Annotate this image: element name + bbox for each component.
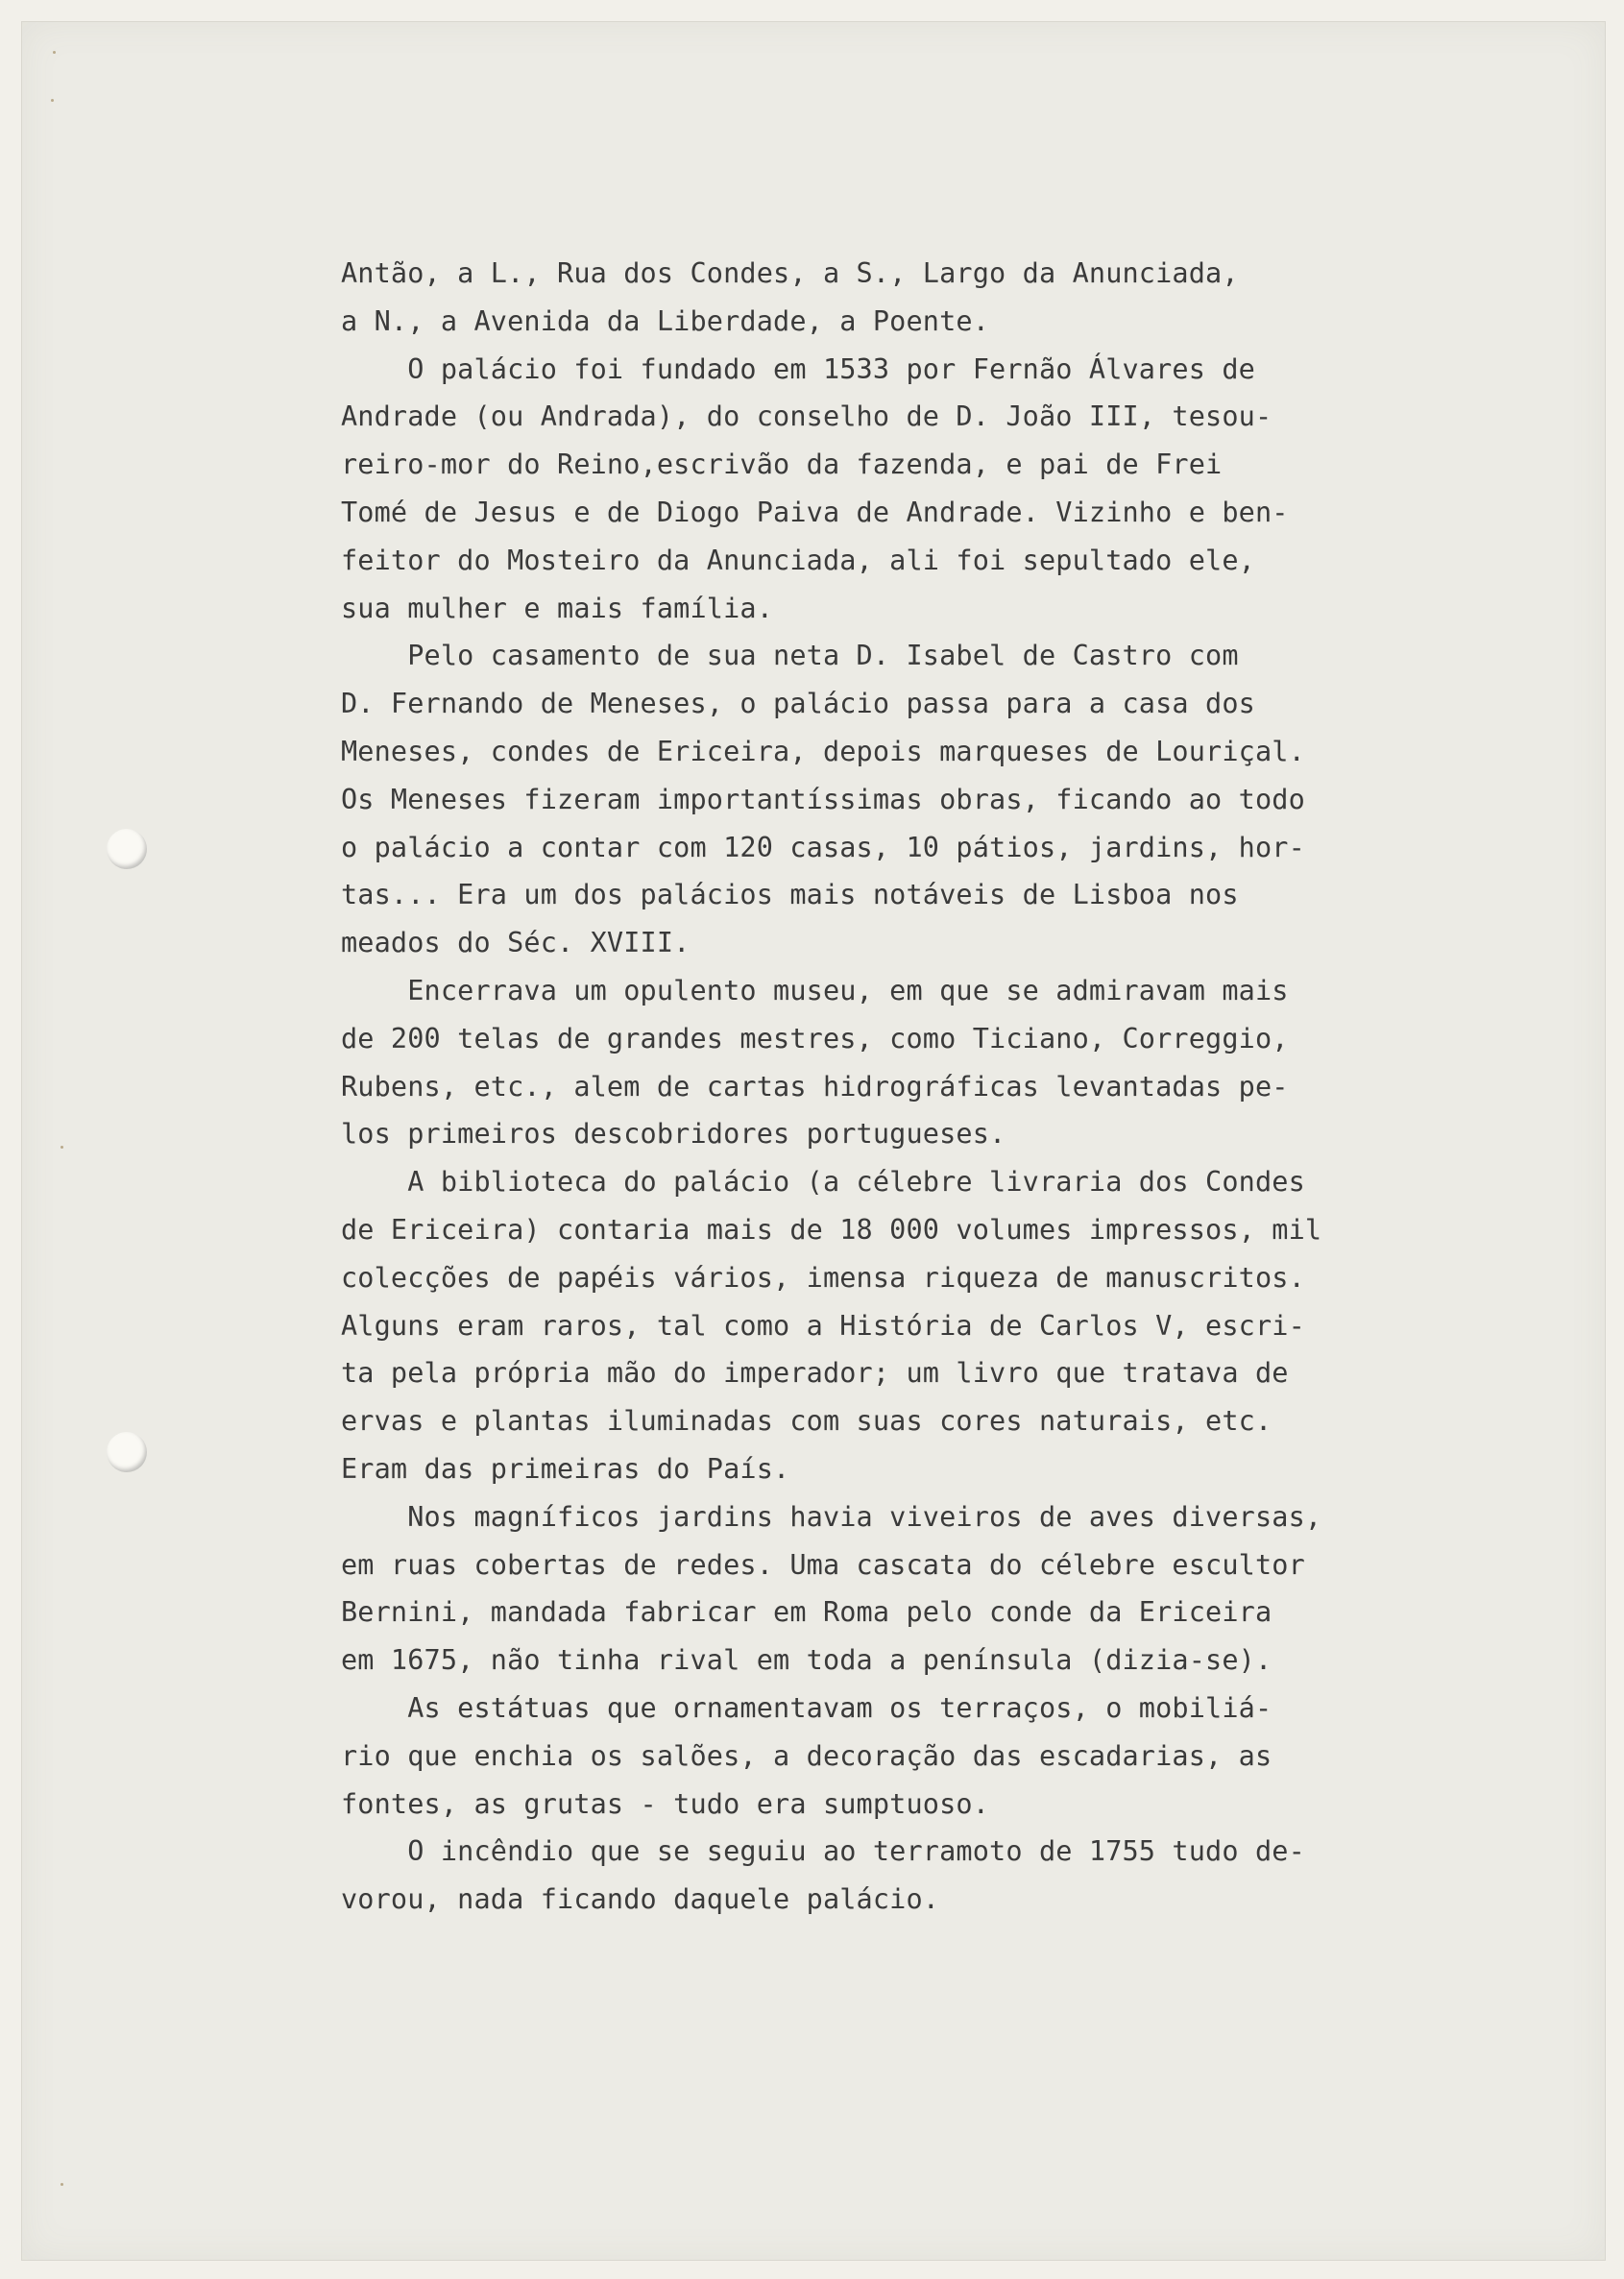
text-line: fontes, as grutas - tudo era sumptuoso. [341,1787,990,1820]
text-line: D. Fernando de Meneses, o palácio passa para a casa dos [341,688,1255,720]
paper-sheet [21,21,1606,2261]
text-line: ta pela própria mão do imperador; um livro que tratava de [341,1357,1289,1390]
paper-speck [51,99,54,102]
text-line: Encerrava um opulento museu, em que se admiravam mais [341,974,1289,1006]
text-line: Tomé de Jesus e de Diogo Paiva de Andrade. Vizinho e ben- [341,496,1289,528]
text-line: As estátuas que ornamentavam os terraços, o mobiliá- [341,1691,1273,1724]
text-line: Meneses, condes de Ericeira, depois marqueses de Louriçal. [341,735,1305,767]
text-line: Andrade (ou Andrada), do conselho de D. João III, tesou- [341,400,1273,433]
text-line: Pelo casamento de sua neta D. Isabel de Castro com [341,640,1239,672]
text-line: vorou, nada ficando daquele palácio. [341,1883,940,1916]
paper-speck [53,51,56,54]
text-line: em ruas cobertas de redes. Uma cascata do célebre escultor [341,1548,1305,1581]
text-line: em 1675, não tinha rival em toda a península (dizia-se). [341,1644,1273,1677]
punch-hole [107,1432,147,1472]
paper-speck [61,2183,63,2186]
text-line: Antão, a L., Rua dos Condes, a S., Largo da Anunciada, [341,257,1239,289]
text-line: O palácio foi fundado em 1533 por Fernão Álvares de [341,352,1255,385]
text-line: rio que enchia os salões, a decoração das escadarias, as [341,1739,1273,1772]
text-line: de 200 telas de grandes mestres, como Ticiano, Correggio, [341,1022,1289,1055]
text-line: feitor do Mosteiro da Anunciada, ali foi sepultado ele, [341,544,1255,576]
text-line: de Ericeira) contaria mais de 18 000 volumes impressos, mil [341,1213,1322,1246]
text-line: ervas e plantas iluminadas com suas cores naturais, etc. [341,1405,1273,1438]
text-line: Bernini, mandada fabricar em Roma pelo conde da Ericeira [341,1596,1273,1629]
text-line: o palácio a contar com 120 casas, 10 pátios, jardins, hor- [341,831,1305,863]
text-line: tas... Era um dos palácios mais notáveis de Lisboa nos [341,879,1239,911]
text-line: sua mulher e mais família. [341,592,774,624]
text-line: O incêndio que se seguiu ao terramoto de 1755 tudo de- [341,1835,1305,1868]
punch-hole [107,829,147,869]
text-line: Alguns eram raros, tal como a História de Carlos V, escri- [341,1309,1305,1342]
text-line: Eram das primeiras do País. [341,1452,790,1485]
text-line: a N., a Avenida da Liberdade, a Poente. [341,304,990,337]
text-line: meados do Séc. XVIII. [341,927,691,959]
text-line: reiro-mor do Reino,escrivão da fazenda, e pai de Frei [341,449,1223,481]
text-line: los primeiros descobridores portugueses. [341,1118,1006,1151]
text-line: A biblioteca do palácio (a célebre livraria dos Condes [341,1166,1305,1199]
text-line: Rubens, etc., alem de cartas hidrográficas levantadas pe- [341,1070,1289,1103]
paper-speck [61,1146,63,1149]
typed-text-body [341,250,1397,1924]
text-line: colecções de papéis vários, imensa riqueza de manuscritos. [341,1261,1305,1294]
text-line: Os Meneses fizeram importantíssimas obras, ficando ao todo [341,783,1305,815]
text-line: Nos magníficos jardins havia viveiros de aves diversas, [341,1500,1322,1533]
